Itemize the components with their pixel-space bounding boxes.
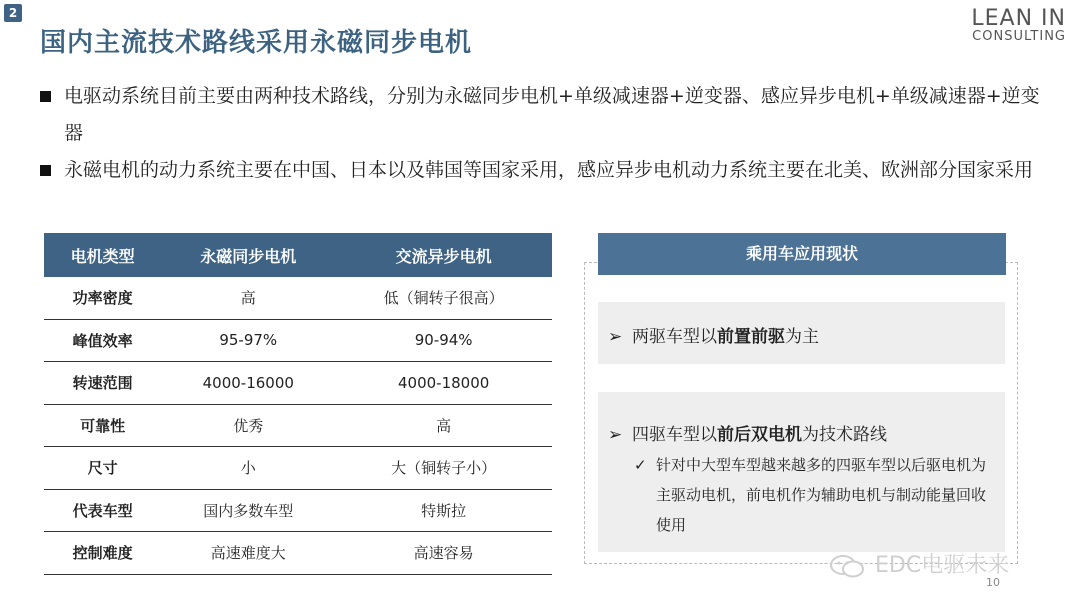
item-suffix: 为技术路线: [802, 425, 887, 445]
page-number: 10: [986, 576, 1000, 589]
table-cell: 小: [161, 447, 335, 490]
square-bullet-icon: [40, 165, 51, 176]
table-row: [44, 362, 552, 405]
table-row: [44, 489, 552, 532]
table-cell: 高速难度大: [161, 532, 335, 575]
arrow-right-icon: ➢: [608, 327, 623, 347]
slide-number: 2: [4, 4, 22, 22]
check-icon: ✓: [634, 456, 647, 474]
logo-line2: CONSULTING: [972, 29, 1066, 44]
comparison-table: [44, 233, 552, 575]
table-cell: 90-94%: [335, 319, 552, 362]
page-title: 国内主流技术路线采用永磁同步电机: [40, 28, 473, 58]
table-cell: 优秀: [161, 404, 335, 447]
table-header-row: [44, 233, 552, 277]
item-prefix: 四驱车型以: [632, 425, 717, 445]
bullet-item: [40, 78, 1040, 152]
table-cell: 高: [161, 277, 335, 319]
table-row-header: 控制难度: [44, 532, 161, 575]
item-bold: 前后双电机: [717, 425, 802, 445]
table-cell: 低（铜转子很高）: [335, 277, 552, 319]
table-cell: 大（铜转子小）: [335, 447, 552, 490]
arrow-item: [608, 322, 819, 347]
table-cell: 高速容易: [335, 532, 552, 575]
logo-line1: LEAN IN: [971, 6, 1066, 31]
table-row: [44, 532, 552, 575]
item-prefix: 两驱车型以: [632, 327, 717, 347]
table-header: 电机类型: [44, 233, 161, 277]
arrow-right-icon: ➢: [608, 425, 623, 445]
item-bold: 前置前驱: [717, 327, 785, 347]
table-row: [44, 447, 552, 490]
item-suffix: 为主: [785, 327, 819, 347]
table-header: 永磁同步电机: [161, 233, 335, 277]
table-cell: 特斯拉: [335, 489, 552, 532]
check-item: [634, 450, 994, 540]
table-cell: 95-97%: [161, 319, 335, 362]
wechat-icon: [828, 554, 868, 578]
table-row-header: 代表车型: [44, 489, 161, 532]
bullet-text: 电驱动系统目前主要由两种技术路线，分别为永磁同步电机+单级减速器+逆变器、感应异步电机+单级减速器+逆变器: [64, 85, 1040, 144]
square-bullet-icon: [40, 91, 51, 102]
watermark-text: EDC电驱未来: [875, 553, 1010, 578]
bullet-text: 永磁电机的动力系统主要在中国、日本以及韩国等国家采用，感应异步电机动力系统主要在北美、欧洲部分国家采用: [64, 159, 1034, 181]
table-row-header: 转速范围: [44, 362, 161, 405]
table-cell: 高: [335, 404, 552, 447]
bullet-item: [40, 152, 1040, 189]
table-cell: 4000-16000: [161, 362, 335, 405]
table-row: [44, 277, 552, 319]
status-box-4wd: [598, 392, 1005, 552]
table-cell: 国内多数车型: [161, 489, 335, 532]
table-row-header: 功率密度: [44, 277, 161, 319]
table-cell: 4000-18000: [335, 362, 552, 405]
table-row: [44, 319, 552, 362]
logo: [971, 6, 1066, 44]
table-row: [44, 404, 552, 447]
bullet-list: [40, 78, 1040, 189]
check-item-text: 针对中大型车型越来越多的四驱车型以后驱电机为主驱动电机，前电机作为辅助电机与制动能量回收使用: [656, 456, 987, 534]
table-row-header: 可靠性: [44, 404, 161, 447]
watermark: [828, 548, 1009, 579]
status-panel-title: 乘用车应用现状: [598, 233, 1006, 275]
table-row-header: 尺寸: [44, 447, 161, 490]
status-box-2wd: [598, 302, 1005, 364]
arrow-item: [608, 420, 887, 445]
table-header: 交流异步电机: [335, 233, 552, 277]
table-row-header: 峰值效率: [44, 319, 161, 362]
